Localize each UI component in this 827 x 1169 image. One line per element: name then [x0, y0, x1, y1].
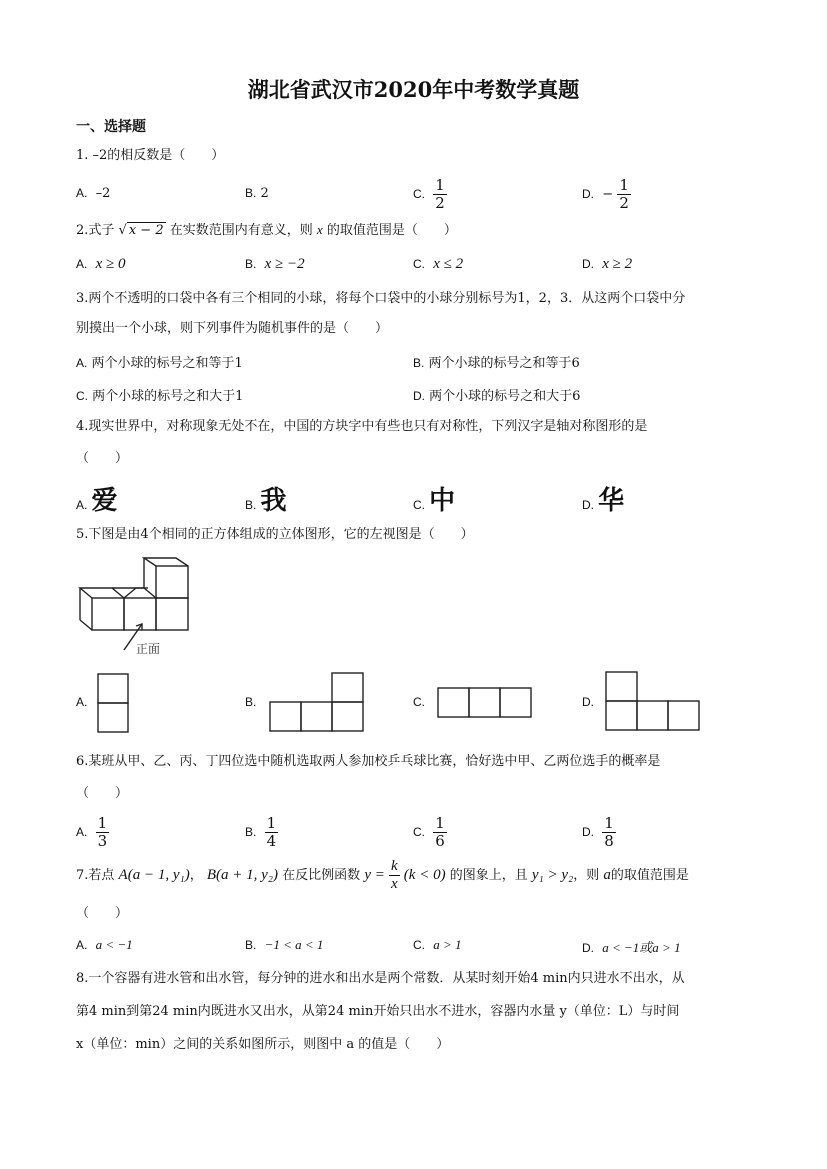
- q5-option-d[interactable]: [582, 695, 594, 710]
- q5-option-c[interactable]: [413, 695, 425, 710]
- q1-option-b[interactable]: [245, 186, 269, 201]
- option-letter: D.: [582, 498, 594, 512]
- option-text: x ≤ 2: [433, 256, 464, 272]
- stem-text: 的图象上，且: [449, 868, 528, 883]
- option-letter: C.: [413, 498, 425, 512]
- q3-option-c[interactable]: [76, 385, 243, 404]
- section-heading: 一、选择题: [76, 119, 146, 135]
- q5-option-c-view[interactable]: [436, 686, 534, 720]
- option-text: 2: [260, 186, 269, 201]
- question-8-line-2: 第4 min到第24 min内既进水又出水，从第24 min开始只出水不进水，容器内水量 y（单位：L）与时间: [76, 1004, 680, 1019]
- q5-option-b[interactable]: [245, 695, 256, 710]
- question-4-line-1: 4.现实世界中，对称现象无处不在，中国的方块字中有些也只有对称性，下列汉字是轴对称图形的是: [76, 419, 648, 434]
- q4-option-c[interactable]: [413, 480, 455, 517]
- front-view-label: 正面: [136, 642, 161, 656]
- q1-option-c[interactable]: [413, 177, 447, 212]
- option-letter: B.: [245, 695, 257, 709]
- question-3-line-1: 3.两个不透明的口袋中各有三个相同的小球，将每个口袋中的小球分别标号为1，2，3．从这两个口袋中分: [76, 291, 686, 306]
- q5-option-b-view[interactable]: [268, 671, 366, 733]
- option-letter: C.: [413, 695, 425, 709]
- variable: a: [603, 867, 611, 883]
- q3-option-a[interactable]: [76, 352, 243, 371]
- q2-option-b[interactable]: [245, 256, 305, 273]
- fraction: $\frac{1}{4}$: [266, 814, 277, 850]
- question-8-line-3: x（单位：min）之间的关系如图所示，则图中 a 的值是（ ）: [76, 1037, 450, 1052]
- option-letter: A.: [76, 186, 88, 200]
- option-text: 两个小球的标号之和等于1: [91, 356, 243, 371]
- page-title: 湖北省武汉市2020年中考数学真题: [247, 77, 580, 102]
- q7-option-b[interactable]: [245, 937, 323, 953]
- function-lhs: y =: [364, 867, 385, 883]
- option-letter: A.: [76, 938, 88, 952]
- q4-option-b[interactable]: [245, 480, 287, 517]
- question-3-line-2: 别摸出一个小球，则下列事件为随机事件的是（ ）: [76, 321, 389, 336]
- fraction: $\frac{1}{2}$: [619, 176, 629, 212]
- option-letter: B.: [413, 356, 425, 370]
- q5-option-d-view[interactable]: [604, 670, 702, 732]
- option-text: –2: [95, 186, 111, 201]
- question-2-stem: [76, 221, 457, 240]
- option-letter: B.: [245, 257, 257, 271]
- sqrt-expression: √ x − 2: [118, 223, 164, 238]
- question-1-stem: 1. –2的相反数是（ ）: [76, 148, 225, 163]
- option-letter: C.: [413, 187, 425, 201]
- question-4-line-2: （ ）: [76, 451, 129, 466]
- option-letter: D.: [413, 389, 425, 403]
- option-letter: D.: [582, 187, 594, 201]
- fraction: $\frac{1}{8}$: [604, 814, 614, 850]
- option-character: 中: [429, 486, 456, 516]
- fraction: $\frac{1}{6}$: [435, 814, 445, 850]
- option-letter: D.: [582, 825, 594, 839]
- option-text: x ≥ 0: [95, 256, 126, 272]
- option-letter: C.: [413, 938, 425, 952]
- q2-option-c[interactable]: [413, 256, 463, 273]
- option-letter: D.: [582, 695, 594, 709]
- q4-option-d[interactable]: [582, 480, 624, 517]
- q2-option-d[interactable]: [582, 256, 632, 273]
- option-text: x ≥ 2: [602, 256, 633, 272]
- q6-option-c[interactable]: [413, 815, 447, 850]
- q4-option-a[interactable]: [76, 480, 118, 517]
- variable: x: [316, 222, 323, 237]
- q5-option-a[interactable]: [76, 695, 87, 710]
- option-letter: A.: [76, 498, 88, 512]
- stem-text: 7.若点: [76, 868, 115, 883]
- option-letter: D.: [582, 941, 594, 955]
- q7-option-a[interactable]: [76, 937, 133, 953]
- stem-text: 2.式子: [76, 223, 115, 238]
- q5-option-a-view[interactable]: [96, 672, 130, 734]
- stem-text: 的取值范围是（ ）: [326, 223, 457, 238]
- point-a: A(a − 1, y₁): [118, 867, 190, 883]
- option-text: 两个小球的标号之和大于1: [92, 389, 244, 404]
- option-text: x ≥ −2: [264, 256, 305, 272]
- question-5-stem: 5.下图是由4个相同的正方体组成的立体图形，它的左视图是（ ）: [76, 527, 474, 542]
- question-7-stem: [76, 858, 689, 893]
- option-letter: B.: [245, 186, 257, 200]
- fraction: $\frac{1}{2}$: [435, 176, 445, 212]
- q3-option-b[interactable]: [413, 352, 580, 371]
- q3-option-d[interactable]: [413, 385, 580, 404]
- option-letter: C.: [76, 389, 88, 403]
- option-letter: B.: [245, 825, 257, 839]
- question-7-line-2: （ ）: [76, 906, 129, 921]
- stem-text: 在反比例函数: [282, 868, 361, 883]
- q2-option-a[interactable]: [76, 256, 126, 273]
- option-letter: B.: [245, 498, 257, 512]
- stem-text: 在实数范围内有意义，则: [169, 223, 313, 238]
- option-text: −1 < a < 1: [264, 937, 324, 952]
- option-character: 爱: [91, 486, 118, 516]
- q6-option-d[interactable]: [582, 815, 616, 850]
- option-letter: C.: [413, 257, 425, 271]
- option-letter: A.: [76, 257, 88, 271]
- option-letter: C.: [413, 825, 425, 839]
- inequality: y₁ > y₂: [531, 867, 574, 883]
- option-letter: A.: [76, 695, 88, 709]
- option-text: a > 1: [433, 937, 462, 952]
- question-6-line-2: （ ）: [76, 786, 129, 801]
- option-text: 两个小球的标号之和大于6: [429, 389, 581, 404]
- q1-option-a[interactable]: [76, 186, 110, 201]
- q6-option-a[interactable]: [76, 815, 109, 850]
- point-b: B(a + 1, y₂): [206, 867, 279, 883]
- function-fraction: $\frac{k}{x}$: [390, 858, 398, 892]
- option-letter: D.: [582, 257, 594, 271]
- option-character: 华: [598, 486, 625, 516]
- q7-option-d[interactable]: [582, 937, 681, 956]
- option-letter: A.: [76, 825, 88, 839]
- q1-option-d[interactable]: [582, 177, 631, 212]
- option-text: 两个小球的标号之和等于6: [428, 356, 580, 371]
- stem-text: 的取值范围是: [610, 868, 689, 883]
- stem-text: ，: [189, 868, 203, 883]
- q7-option-c[interactable]: [413, 937, 462, 953]
- fraction: $\frac{1}{3}$: [97, 814, 108, 850]
- question-8-line-1: 8.一个容器有进水管和出水管，每分钟的进水和出水是两个常数．从某时刻开始4 min内只进水不出水，从: [76, 971, 685, 986]
- option-character: 我: [260, 486, 287, 516]
- function-condition: (k < 0): [403, 867, 446, 883]
- minus-sign: −: [602, 187, 614, 202]
- option-letter: B.: [245, 938, 257, 952]
- question-6-line-1: 6.某班从甲、乙、丙、丁四位选中随机选取两人参加校乒乓球比赛，恰好选中甲、乙两位选手的概率是: [76, 754, 661, 769]
- option-letter: A.: [76, 356, 88, 370]
- q6-option-b[interactable]: [245, 815, 278, 850]
- stem-text: ，则: [573, 868, 600, 883]
- radicand: x − 2: [128, 223, 164, 238]
- option-text: a < −1: [95, 937, 133, 952]
- option-text: a < −1或a > 1: [602, 940, 681, 955]
